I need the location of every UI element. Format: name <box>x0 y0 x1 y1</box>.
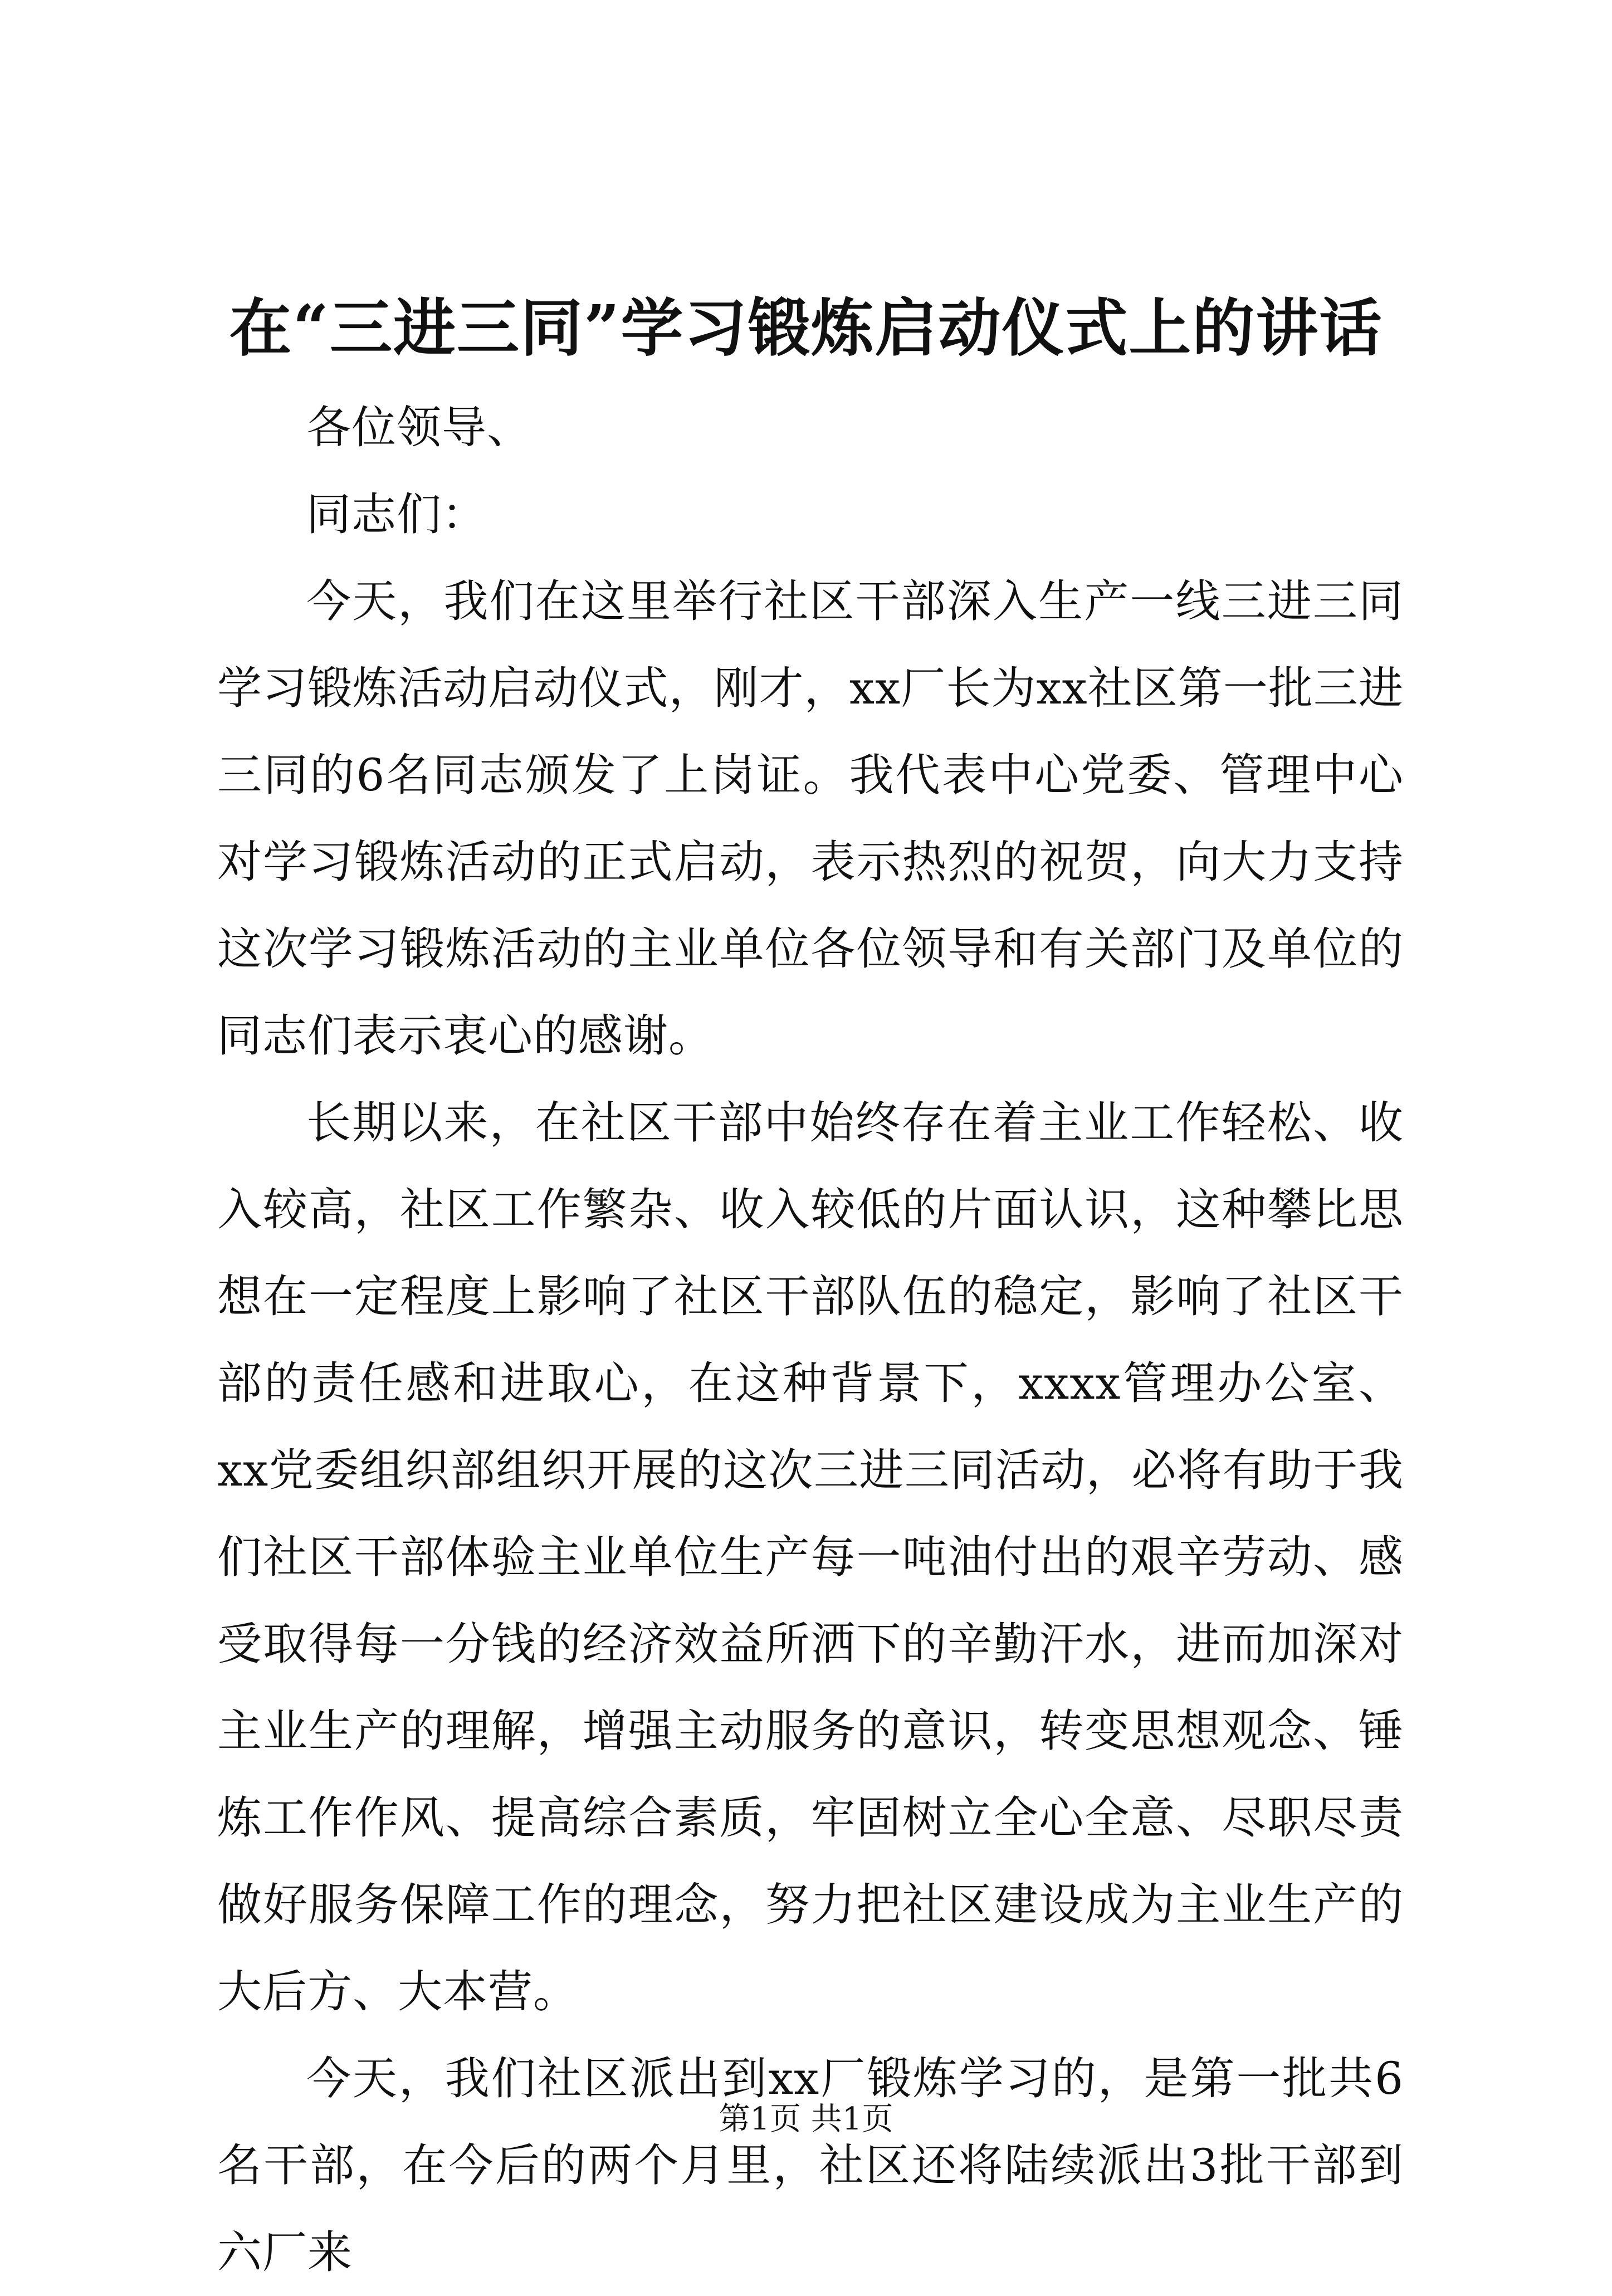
salutation-line-1: 各位领导、 <box>306 402 532 453</box>
body-paragraph: 今天，我们社区派出到xx厂锻炼学习的，是第一批共6名干部，在今后的两个月里，社区还将陆续派出3批干部到六厂来 <box>217 2053 1404 2278</box>
salutation-line-2: 同志们： <box>306 488 487 540</box>
document-body <box>217 384 1404 2296</box>
body-paragraph: 今天，我们在这里举行社区干部深入生产一线三进三同学习锻炼活动启动仪式，刚才，xx厂长为xx社区第一批三进三同的6名同志颁发了上岗证。我代表中心党委、管理中心对学习锻炼活动的正式启动，表示热烈的祝贺，向大力支持这次学习锻炼活动的主业单位各位领导和有关部门及单位的同志们表示衷心的感谢。 <box>217 575 1404 1062</box>
page-footer: 第1页 共1页 <box>719 2101 893 2137</box>
body-paragraph: 长期以来，在社区干部中始终存在着主业工作轻松、收入较高，社区工作繁杂、收入较低的片面认识，这种攀比思想在一定程度上影响了社区干部队伍的稳定，影响了社区干部的责任感和进取心，在这种背景下，xxxx管理办公室、xx党委组织部组织开展的这次三进三同活动，必将有助于我们社区干部体验主业单位生产每一吨油付出的艰辛劳动、感受取得每一分钱的经济效益所洒下的辛勤汗水，进而加深对主业生产的理解，增强主动服务的意识，转变思想观念、锤炼工作作风、提高综合素质，牢固树立全心全意、尽职尽责做好服务保障工作的理念，努力把社区建设成为主业生产的大后方、大本营。 <box>217 1097 1404 2017</box>
document-title: 在“三进三同”学习锻炼启动仪式上的讲话 <box>229 292 1383 365</box>
